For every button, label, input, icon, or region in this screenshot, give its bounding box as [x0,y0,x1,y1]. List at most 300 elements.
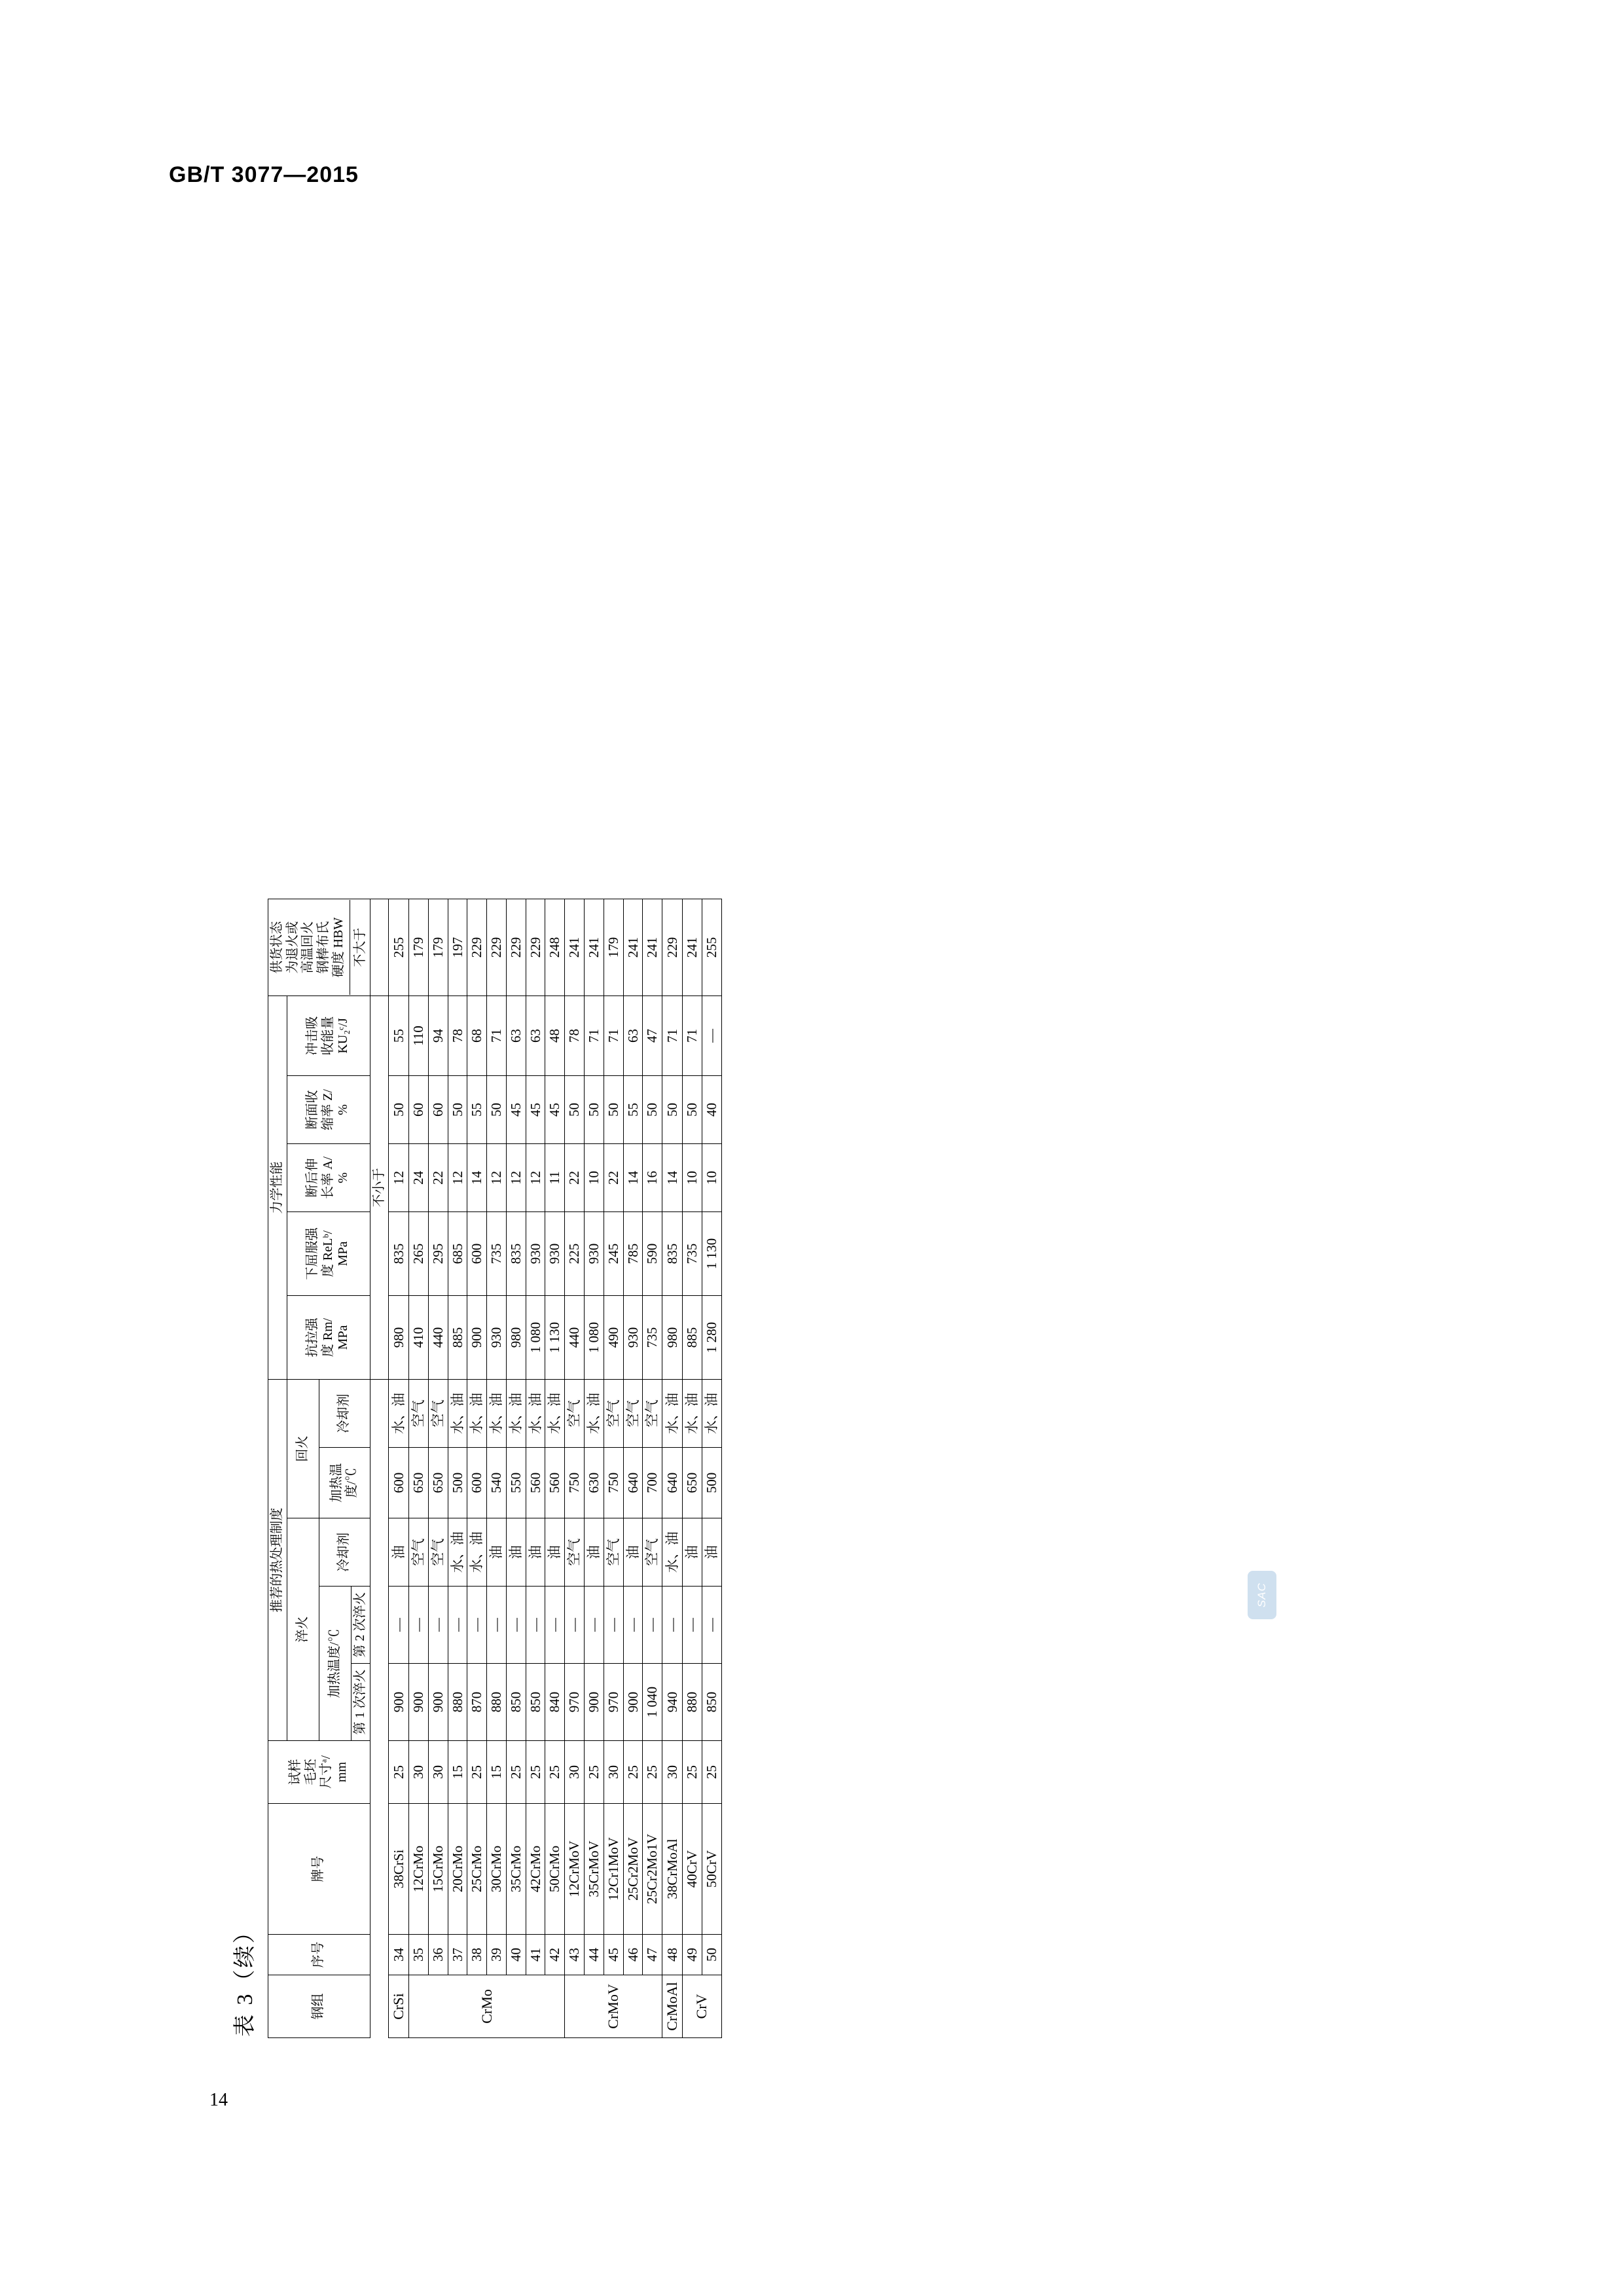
quench-second-temp-cell: — [623,1587,643,1664]
hardness-cell: 241 [623,899,643,996]
quench-coolant-cell: 油 [682,1518,702,1587]
hbw-not-greater: 不大于 [349,900,368,995]
quench-first-temp-cell: 870 [467,1664,486,1741]
quench-coolant-cell: 油 [486,1518,506,1587]
sample-size-cell: 25 [584,1741,604,1804]
impact-energy-cell: 55 [388,996,408,1076]
temper-temp-cell: 600 [467,1448,486,1518]
table-row [662,899,682,2038]
impact-energy-cell: 78 [564,996,584,1076]
temper-temp-cell: 630 [584,1448,604,1518]
temper-coolant-cell: 水、油 [448,1380,467,1448]
quench-coolant-cell: 水、油 [448,1518,467,1587]
impact-energy-cell: 48 [545,996,564,1076]
quench-coolant-cell: 油 [584,1518,604,1587]
table-row [702,899,721,2038]
hardness-cell: 255 [388,899,408,996]
quench-first-temp-cell: 880 [682,1664,702,1741]
elongation-cell: 12 [388,1144,408,1212]
quench-coolant-cell: 空气 [428,1518,448,1587]
reduction-cell: 45 [506,1076,526,1144]
seq-cell: 41 [526,1935,545,1975]
seq-cell: 42 [545,1935,564,1975]
rm-line3: MPa [335,1325,350,1350]
elongation-cell: 11 [545,1144,564,1212]
sample-size-cell: 25 [467,1741,486,1804]
temper-temp-line2: 度/℃ [344,1467,359,1498]
temper-coolant-cell: 水、油 [506,1380,526,1448]
elongation-cell: 14 [662,1144,682,1212]
temper-coolant-cell: 空气 [564,1380,584,1448]
tensile-strength-cell: 440 [428,1296,448,1380]
grade-cell: 12Cr1MoV [604,1804,623,1935]
grade-cell: 12CrMoV [564,1804,584,1935]
sac-logo: SAC [1248,1571,1276,1619]
rotated-table-block [226,258,1398,2038]
grade-cell: 25CrMo [467,1804,486,1935]
hardness-cell: 179 [428,899,448,996]
reduction-cell: 55 [467,1076,486,1144]
seq-cell: 37 [448,1935,467,1975]
impact-energy-cell: 71 [682,996,702,1076]
temper-temp-cell: 560 [526,1448,545,1518]
seq-cell: 43 [564,1935,584,1975]
quench-first-temp-cell: 900 [623,1664,643,1741]
header-heat-treatment: 推荐的热处理制度 [268,1380,287,1741]
reduction-cell: 60 [428,1076,448,1144]
temper-temp-cell: 640 [623,1448,643,1518]
quench-first-temp-cell: 1 040 [642,1664,662,1741]
reduction-cell: 50 [486,1076,506,1144]
seq-cell: 39 [486,1935,506,1975]
header-seq: 序号 [268,1935,370,1975]
tensile-strength-cell: 1 280 [702,1296,721,1380]
temper-temp-cell: 700 [642,1448,662,1518]
grade-cell: 25Cr2Mo1V [642,1804,662,1935]
quench-coolant-cell: 空气 [642,1518,662,1587]
quench-first-temp-cell: 850 [506,1664,526,1741]
quench-second-temp-cell: — [584,1587,604,1664]
header-elongation [287,1144,370,1212]
rel-line2: 度 ReLᵇ/ [320,1230,335,1278]
seq-cell: 35 [408,1935,428,1975]
quench-first-temp-cell: 970 [564,1664,584,1741]
header-impact [287,996,370,1076]
temper-temp-cell: 640 [662,1448,682,1518]
tensile-strength-cell: 980 [662,1296,682,1380]
grade-cell: 50CrMo [545,1804,564,1935]
hardness-cell: 197 [448,899,467,996]
yield-strength-cell: 1 130 [702,1212,721,1296]
header-rel [287,1212,370,1296]
ku-line3: KU₂ᶜ/J [335,1018,350,1054]
hardness-cell: 248 [545,899,564,996]
yield-strength-cell: 835 [388,1212,408,1296]
temper-coolant-cell: 水、油 [486,1380,506,1448]
header-not-less-than: 不小于 [370,996,389,1380]
quench-second-temp-cell: — [408,1587,428,1664]
quench-second-temp-cell: — [642,1587,662,1664]
yield-strength-cell: 930 [545,1212,564,1296]
quench-first-temp-cell: 850 [526,1664,545,1741]
hardness-cell: 241 [584,899,604,996]
quench-first-temp-cell: 900 [428,1664,448,1741]
yield-strength-cell: 785 [623,1212,643,1296]
quench-second-temp-cell: — [506,1587,526,1664]
a-line1: 断后伸 [304,1158,319,1198]
quench-coolant-cell: 空气 [564,1518,584,1587]
temper-coolant-cell: 空气 [642,1380,662,1448]
rel-line3: MPa [335,1241,350,1266]
quench-coolant-cell: 油 [526,1518,545,1587]
temper-temp-cell: 500 [448,1448,467,1518]
a-line2: 长率 A/ [320,1157,335,1199]
sample-size-cell: 25 [526,1741,545,1804]
seq-cell: 46 [623,1935,643,1975]
tensile-strength-cell: 900 [467,1296,486,1380]
quench-first-temp-cell: 900 [584,1664,604,1741]
yield-strength-cell: 265 [408,1212,428,1296]
impact-energy-cell: 63 [506,996,526,1076]
yield-strength-cell: 835 [506,1212,526,1296]
tensile-strength-cell: 930 [486,1296,506,1380]
table-row [642,899,662,2038]
table-row [428,899,448,2038]
temper-temp-cell: 650 [408,1448,428,1518]
yield-strength-cell: 590 [642,1212,662,1296]
header-quench: 淬火 [287,1518,319,1741]
z-line2: 缩率 Z/ [320,1089,335,1130]
seq-cell: 45 [604,1935,623,1975]
reduction-cell: 50 [564,1076,584,1144]
yield-strength-cell: 930 [584,1212,604,1296]
elongation-cell: 12 [448,1144,467,1212]
hardness-cell: 229 [467,899,486,996]
yield-strength-cell: 600 [467,1212,486,1296]
hardness-cell: 229 [506,899,526,996]
sample-size-cell: 15 [486,1741,506,1804]
grade-cell: 30CrMo [486,1804,506,1935]
impact-energy-cell: 68 [467,996,486,1076]
impact-energy-cell: — [702,996,721,1076]
sample-size-line4: mm [334,1761,349,1783]
temper-temp-cell: 650 [428,1448,448,1518]
grade-cell: 38CrMoAl [662,1804,682,1935]
sample-size-cell: 25 [506,1741,526,1804]
tensile-strength-cell: 1 080 [584,1296,604,1380]
elongation-cell: 12 [506,1144,526,1212]
sample-size-line1: 试样 [287,1759,302,1785]
z-line3: % [335,1104,350,1115]
table-row [506,899,526,2038]
sample-size-cell: 30 [564,1741,584,1804]
elongation-cell: 12 [486,1144,506,1212]
header-rm [287,1296,370,1380]
reduction-cell: 50 [388,1076,408,1144]
quench-coolant-cell: 油 [506,1518,526,1587]
table-row [448,899,467,2038]
elongation-cell: 10 [702,1144,721,1212]
temper-temp-cell: 550 [506,1448,526,1518]
grade-cell: 42CrMo [526,1804,545,1935]
header-temper: 回火 [287,1380,319,1518]
sample-size-cell: 30 [428,1741,448,1804]
header-sample-size [268,1741,370,1804]
tensile-strength-cell: 735 [642,1296,662,1380]
table-row [564,899,584,2038]
impact-energy-cell: 63 [526,996,545,1076]
quench-coolant-cell: 空气 [408,1518,428,1587]
elongation-cell: 14 [623,1144,643,1212]
quench-coolant-cell: 油 [545,1518,564,1587]
reduction-cell: 45 [526,1076,545,1144]
hbw-line3: 高温回火 [300,921,315,974]
quench-second-temp-cell: — [448,1587,467,1664]
tensile-strength-cell: 1 080 [526,1296,545,1380]
impact-energy-cell: 63 [623,996,643,1076]
table-row [526,899,545,2038]
header-grade: 牌号 [268,1804,370,1935]
rel-line1: 下屈服强 [304,1227,319,1280]
reduction-cell: 60 [408,1076,428,1144]
sample-size-cell: 15 [448,1741,467,1804]
header-quench-coolant: 冷却剂 [319,1518,370,1587]
yield-strength-cell: 735 [682,1212,702,1296]
hardness-cell: 179 [408,899,428,996]
elongation-cell: 22 [428,1144,448,1212]
sample-size-cell: 30 [408,1741,428,1804]
standard-number: GB/T 3077—2015 [169,162,359,187]
table-row [467,899,486,2038]
yield-strength-cell: 245 [604,1212,623,1296]
yield-strength-cell: 930 [526,1212,545,1296]
impact-energy-cell: 71 [486,996,506,1076]
temper-temp-cell: 560 [545,1448,564,1518]
quench-second-temp-cell: — [467,1587,486,1664]
grade-cell: 50CrV [702,1804,721,1935]
ku-line2: 收能量 [320,1016,335,1056]
grade-cell: 35CrMoV [584,1804,604,1935]
heat-treatment-table [268,899,722,2038]
impact-energy-cell: 78 [448,996,467,1076]
hardness-cell: 229 [486,899,506,996]
hardness-cell: 229 [662,899,682,996]
yield-strength-cell: 225 [564,1212,584,1296]
grade-cell: 25Cr2MoV [623,1804,643,1935]
quench-second-temp-cell: — [682,1587,702,1664]
quench-coolant-cell: 油 [388,1518,408,1587]
quench-second-temp-cell: — [545,1587,564,1664]
reduction-cell: 50 [604,1076,623,1144]
yield-strength-cell: 295 [428,1212,448,1296]
quench-coolant-cell: 油 [702,1518,721,1587]
quench-first-temp-cell: 880 [486,1664,506,1741]
a-line3: % [335,1172,350,1183]
temper-coolant-cell: 水、油 [545,1380,564,1448]
temper-coolant-cell: 水、油 [662,1380,682,1448]
ku-line1: 冲击吸 [304,1016,319,1056]
header-mech: 力学性能 [268,996,287,1380]
sample-size-cell: 25 [682,1741,702,1804]
grade-cell: 12CrMo [408,1804,428,1935]
temper-temp-line1: 加热温 [329,1463,344,1503]
header-temper-coolant: 冷却剂 [319,1380,370,1448]
temper-coolant-cell: 空气 [408,1380,428,1448]
quench-second-temp-cell: — [486,1587,506,1664]
table-row [388,899,408,2038]
table-row [486,899,506,2038]
temper-coolant-cell: 空气 [623,1380,643,1448]
temper-coolant-cell: 水、油 [526,1380,545,1448]
yield-strength-cell: 835 [662,1212,682,1296]
seq-cell: 38 [467,1935,486,1975]
sample-size-cell: 25 [545,1741,564,1804]
seq-cell: 50 [702,1935,721,1975]
quench-coolant-cell: 油 [623,1518,643,1587]
table-row [604,899,623,2038]
tensile-strength-cell: 410 [408,1296,428,1380]
elongation-cell: 14 [467,1144,486,1212]
quench-second-temp-cell: — [604,1587,623,1664]
seq-cell: 44 [584,1935,604,1975]
header-quench-first: 第 1 次淬火 [351,1664,370,1741]
quench-second-temp-cell: — [702,1587,721,1664]
tensile-strength-cell: 930 [623,1296,643,1380]
sample-size-line3: 尺寸ᵃ/ [318,1755,333,1789]
elongation-cell: 22 [564,1144,584,1212]
elongation-cell: 16 [642,1144,662,1212]
sample-size-cell: 25 [388,1741,408,1804]
table-row [545,899,564,2038]
temper-coolant-cell: 水、油 [682,1380,702,1448]
grade-cell: 38CrSi [388,1804,408,1935]
temper-temp-cell: 600 [388,1448,408,1518]
sample-size-cell: 30 [662,1741,682,1804]
temper-coolant-cell: 水、油 [388,1380,408,1448]
grade-cell: 15CrMo [428,1804,448,1935]
elongation-cell: 24 [408,1144,428,1212]
temper-coolant-cell: 水、油 [702,1380,721,1448]
quench-coolant-cell: 空气 [604,1518,623,1587]
quench-coolant-cell: 水、油 [467,1518,486,1587]
table-header-row-notless [370,899,389,2038]
group-cell: CrMoAl [662,1975,682,2038]
hardness-cell: 241 [682,899,702,996]
tensile-strength-cell: 1 130 [545,1296,564,1380]
yield-strength-cell: 735 [486,1212,506,1296]
page-number: 14 [209,2090,228,2110]
sample-size-cell: 25 [642,1741,662,1804]
rm-line2: 度 Rm/ [320,1318,335,1357]
hbw-line5: 硬度 HBW [331,917,346,978]
seq-cell: 40 [506,1935,526,1975]
sample-size-cell: 25 [623,1741,643,1804]
z-line1: 断面收 [304,1090,319,1130]
temper-coolant-cell: 水、油 [584,1380,604,1448]
impact-energy-cell: 47 [642,996,662,1076]
reduction-cell: 45 [545,1076,564,1144]
hardness-cell: 255 [702,899,721,996]
header-temper-temp [319,1448,370,1518]
quench-first-temp-cell: 900 [408,1664,428,1741]
quench-second-temp-cell: — [388,1587,408,1664]
elongation-cell: 22 [604,1144,623,1212]
quench-second-temp-cell: — [428,1587,448,1664]
seq-cell: 36 [428,1935,448,1975]
hardness-cell: 179 [604,899,623,996]
group-cell: CrMoV [564,1975,662,2038]
quench-first-temp-cell: 900 [388,1664,408,1741]
quench-first-temp-cell: 880 [448,1664,467,1741]
table-row [408,899,428,2038]
impact-energy-cell: 110 [408,996,428,1076]
temper-coolant-cell: 水、油 [467,1380,486,1448]
reduction-cell: 40 [702,1076,721,1144]
quench-first-temp-cell: 970 [604,1664,623,1741]
temper-temp-cell: 500 [702,1448,721,1518]
reduction-cell: 50 [682,1076,702,1144]
header-reduction [287,1076,370,1144]
reduction-cell: 50 [584,1076,604,1144]
seq-cell: 49 [682,1935,702,1975]
impact-energy-cell: 94 [428,996,448,1076]
hbw-line1: 供货状态 [269,921,284,974]
hbw-line2: 为退火或 [285,921,300,974]
seq-cell: 47 [642,1935,662,1975]
tensile-strength-cell: 440 [564,1296,584,1380]
temper-temp-cell: 650 [682,1448,702,1518]
header-quench-second: 第 2 次淬火 [351,1587,370,1664]
reduction-cell: 55 [623,1076,643,1144]
impact-energy-cell: 71 [584,996,604,1076]
group-cell: CrV [682,1975,721,2038]
seq-cell: 48 [662,1935,682,1975]
table-row [584,899,604,2038]
hardness-cell: 241 [564,899,584,996]
group-cell: CrMo [408,1975,564,2038]
impact-energy-cell: 71 [604,996,623,1076]
header-quench-temp: 加热温度/℃ [319,1587,351,1741]
tensile-strength-cell: 885 [448,1296,467,1380]
quench-second-temp-cell: — [662,1587,682,1664]
tensile-strength-cell: 490 [604,1296,623,1380]
table-title: 表 3（续） [232,1919,257,2037]
quench-first-temp-cell: 940 [662,1664,682,1741]
header-hbw [268,899,370,996]
group-cell: CrSi [388,1975,408,2038]
table-row [682,899,702,2038]
header-group: 钢组 [268,1975,370,2038]
temper-temp-cell: 540 [486,1448,506,1518]
hardness-cell: 241 [642,899,662,996]
table-header-row-1 [268,899,287,2038]
table-row [623,899,643,2038]
sample-size-cell: 25 [702,1741,721,1804]
elongation-cell: 10 [584,1144,604,1212]
quench-first-temp-cell: 850 [702,1664,721,1741]
quench-second-temp-cell: — [526,1587,545,1664]
tensile-strength-cell: 980 [506,1296,526,1380]
yield-strength-cell: 685 [448,1212,467,1296]
grade-cell: 20CrMo [448,1804,467,1935]
temper-temp-cell: 750 [564,1448,584,1518]
sample-size-cell: 30 [604,1741,623,1804]
reduction-cell: 50 [642,1076,662,1144]
grade-cell: 40CrV [682,1804,702,1935]
temper-coolant-cell: 空气 [428,1380,448,1448]
quench-first-temp-cell: 840 [545,1664,564,1741]
tensile-strength-cell: 885 [682,1296,702,1380]
